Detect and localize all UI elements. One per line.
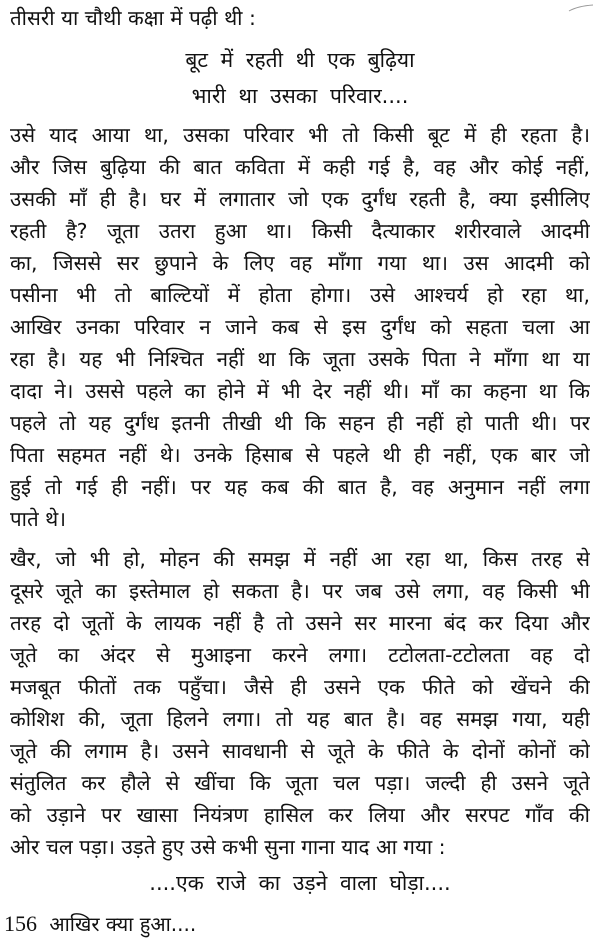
paragraph-line: उसकी माँ ही है। घर में लगातार जो एक दुर्गंध रहती है, क्या इसीलिए <box>10 187 590 211</box>
paragraph-line: को उड़ाने पर खासा नियंत्रण हासिल कर लिया और सरपट गाँव की <box>10 803 590 827</box>
paragraph-line: ओर चल पड़ा। उड़ते हुए उसे कभी सुना गाना याद आ गया : <box>10 835 446 859</box>
paragraph-line: और जिस बुढ़िया की बात कविता में कही गई है, वह और कोई नहीं, <box>10 155 590 179</box>
paragraph-line: मजबूत फीतों तक पहुँचा। जैसे ही उसने एक फीते को खेंचने की <box>10 675 590 699</box>
verse-line-1: बूट में रहती थी एक बुढ़िया <box>185 48 415 72</box>
paragraph-line: दूसरे जूते का इस्तेमाल हो सकता है। पर जब उसे लगा, वह किसी भी <box>10 579 590 603</box>
paragraph-line: पसीना भी तो बाल्टियों में होता होगा। उसे आश्चर्य हो रहा था, <box>10 283 590 307</box>
paragraph-line: खैर, जो भी हो, मोहन की समझ में नहीं आ रहा था, किस तरह से <box>10 547 590 571</box>
paragraph-line: कोशिश की, जूता हिलने लगा। तो यह बात है। वह समझ गया, यही <box>10 707 590 731</box>
intro-line: तीसरी या चौथी कक्षा में पढ़ी थी : <box>10 6 256 30</box>
verse-line-2: भारी था उसका परिवार.... <box>191 84 409 108</box>
paragraph-line: का, जिससे सर छुपाने के लिए वह माँगा गया था। उस आदमी को <box>10 251 590 275</box>
running-title: आखिर क्या हुआ.... <box>49 912 197 936</box>
paragraph-line: पहले तो यह दुर्गंध इतनी तीखी थी कि सहन ही नहीं हो पाती थी। पर <box>10 411 590 435</box>
paragraph-line: जूते का अंदर से मुआइना करने लगा। टटोलता-टटोलता वह दो <box>10 643 590 667</box>
page-footer <box>4 909 196 939</box>
paragraph-line: हुई तो गई ही नहीं। पर यह कब की बात है, वह अनुमान नहीं लगा <box>10 475 590 499</box>
paragraph-line: रहा है। यह भी निश्चित नहीं था कि जूता उसके पिता ने माँगा था या <box>10 347 590 371</box>
paragraph-line: जूते की लगाम है। उसने सावधानी से जूते के फीते के दोनों कोनों को <box>10 739 590 763</box>
paragraph-line: उसे याद आया था, उसका परिवार भी तो किसी बूट में ही रहता है। <box>10 123 590 147</box>
paragraph-line: तरह दो जूतों के लायक नहीं है तो उसने सर मारना बंद कर दिया और <box>10 611 590 635</box>
corner-scan-mark <box>568 4 594 12</box>
closing-verse: ....एक राजे का उड़ने वाला घोड़ा.... <box>149 871 451 895</box>
paragraph-line: दादा ने। उससे पहले का होने में भी देर नहीं थी। माँ का कहना था कि <box>10 379 590 403</box>
paragraph-line: रहती है? जूता उतरा हुआ था। किसी दैत्याकार शरीरवाले आदमी <box>10 219 590 243</box>
paragraph-line: संतुलित कर हौले से खींचा कि जूता चल पड़ा। जल्दी ही उसने जूते <box>10 771 590 795</box>
page-number: 156 <box>4 911 37 936</box>
paragraph-line: आखिर उनका परिवार न जाने कब से इस दुर्गंध को सहता चला आ <box>10 315 590 339</box>
paragraph-line: पाते थे। <box>10 507 67 531</box>
paragraph-line: पिता सहमत नहीं थे। उनके हिसाब से पहले थी ही नहीं, एक बार जो <box>10 443 590 467</box>
